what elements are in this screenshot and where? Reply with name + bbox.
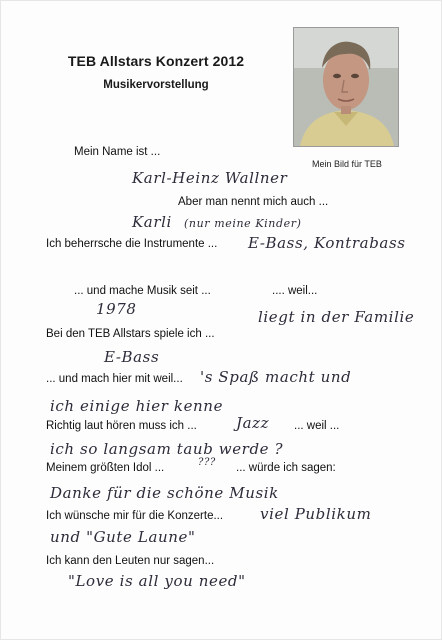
- idol-label: Meinem größten Idol ...: [46, 462, 165, 474]
- wish-answer-line-2: und "Gute Laune": [50, 528, 196, 546]
- people-answer: "Love is all you need": [68, 572, 246, 590]
- nickname-label: Aber man nennt mich auch ...: [178, 196, 329, 208]
- musician-photo: [293, 27, 399, 147]
- name-label: Mein Name ist ...: [74, 146, 161, 158]
- idol-say-label: ... würde ich sagen:: [236, 462, 336, 474]
- wish-label: Ich wünsche mir für die Konzerte...: [46, 510, 224, 522]
- portrait-image: [294, 28, 398, 146]
- since-answer: 1978: [96, 300, 137, 318]
- listen-label: Richtig laut hören muss ich ...: [46, 420, 197, 432]
- instruments-label: Ich beherrsche die Instrumente ...: [46, 238, 218, 250]
- listen-answer: Jazz: [236, 414, 270, 432]
- why-label: ... und mach hier mit weil...: [46, 373, 183, 385]
- allstars-answer: E-Bass: [104, 348, 160, 366]
- photo-caption: Mein Bild für TEB: [312, 159, 382, 169]
- wish-answer-line-1: viel Publikum: [260, 505, 372, 523]
- listen-reason-answer: ich so langsam taub werde ?: [50, 440, 284, 458]
- instruments-answer: E-Bass, Kontrabass: [248, 234, 406, 252]
- document-subtitle: Musikervorstellung: [103, 79, 209, 91]
- document-title: TEB Allstars Konzert 2012: [67, 53, 245, 69]
- why-answer-line-1: 's Spaß macht und: [200, 368, 352, 386]
- name-answer: Karl-Heinz Wallner: [132, 169, 288, 187]
- people-label: Ich kann den Leuten nur sagen...: [46, 555, 215, 567]
- nickname-note: (nur meine Kinder): [184, 217, 302, 230]
- since-label: ... und mache Musik seit ...: [74, 285, 211, 297]
- idol-say-answer: Danke für die schöne Musik: [50, 484, 279, 502]
- allstars-label: Bei den TEB Allstars spiele ich ...: [46, 328, 215, 340]
- nickname-answer: Karli: [132, 213, 172, 231]
- since-reason-label: .... weil...: [272, 285, 318, 297]
- why-answer-line-2: ich einige hier kenne: [50, 397, 224, 415]
- idol-answer: ???: [198, 457, 216, 468]
- since-reason-answer: liegt in der Familie: [258, 308, 415, 326]
- listen-reason-label: ... weil ...: [294, 420, 340, 432]
